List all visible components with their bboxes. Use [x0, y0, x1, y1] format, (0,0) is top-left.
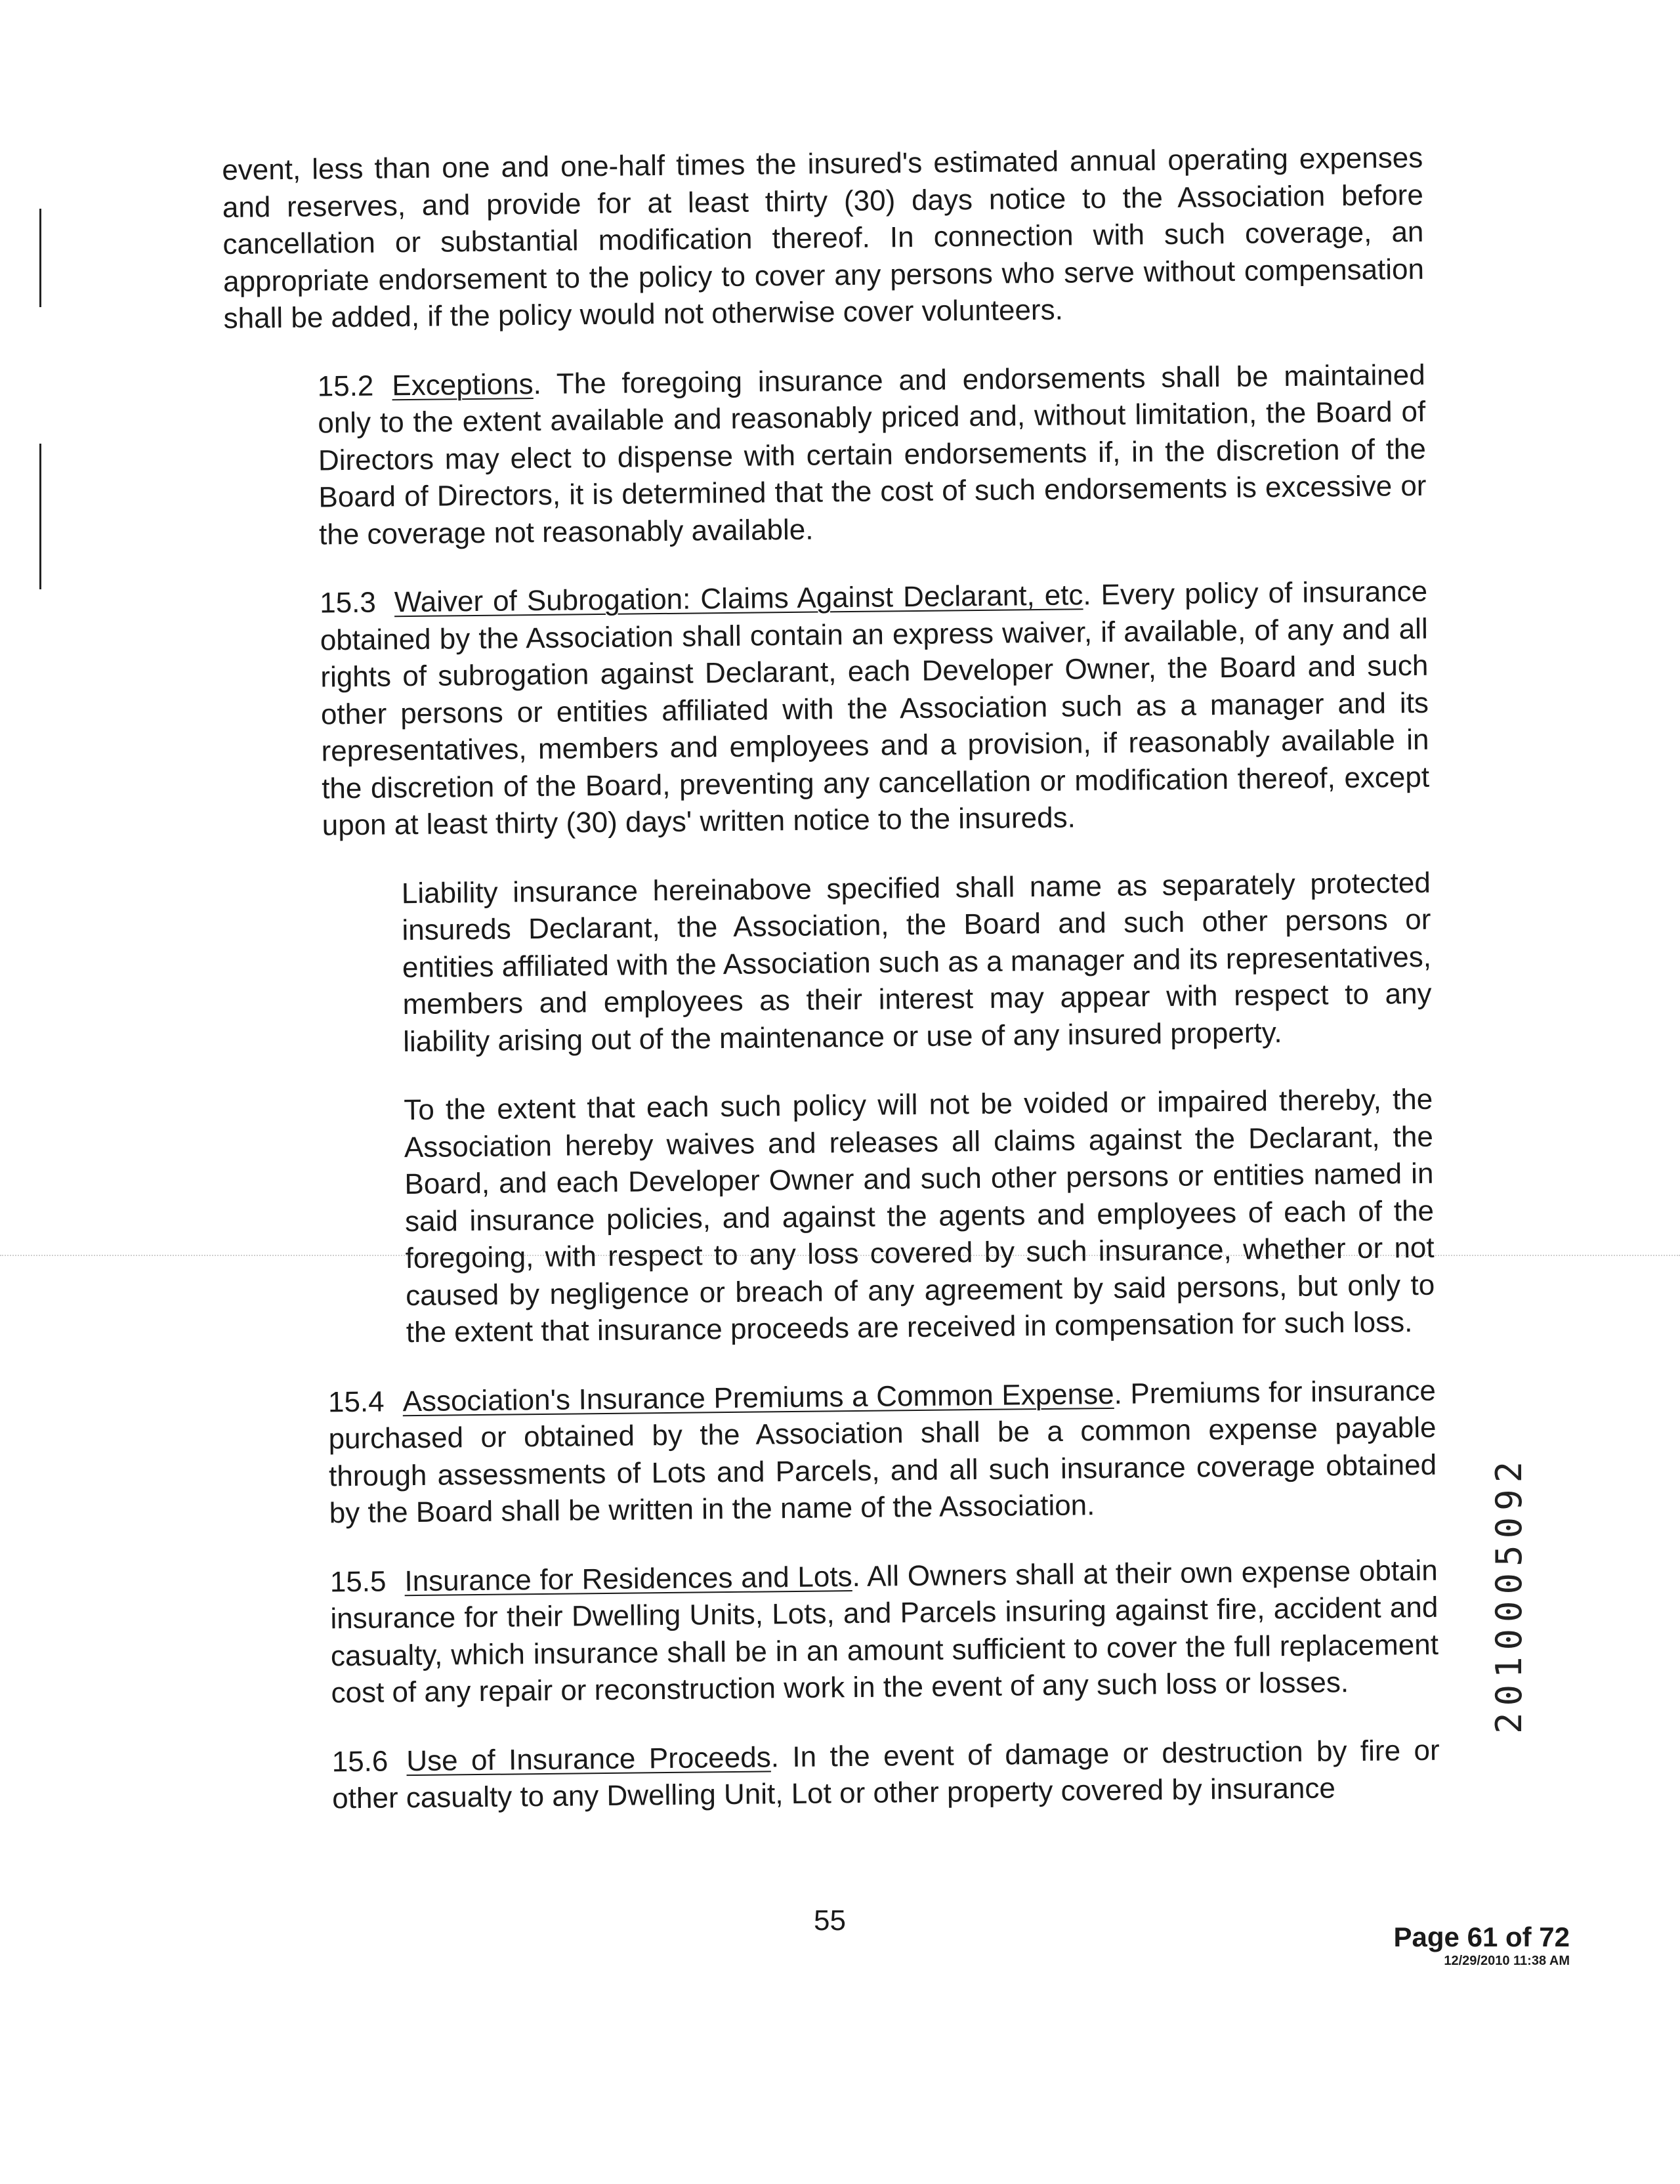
- section-heading: Association's Insurance Premiums a Common Expense: [402, 1377, 1114, 1418]
- paragraph-text: All Owners shall at their own expense obtain insurance for their Dwelling Units, Lots, and Parcels insuring against fire, accident and casualty, which insurance shall be in an amount sufficient to cover the full replacement cost of any repair or reconstruction work in the event of any such loss or losses.: [330, 1554, 1439, 1710]
- page-number: 55: [814, 1904, 846, 1937]
- section-15-6: [238, 1732, 1440, 1818]
- section-number: 15.3: [319, 586, 377, 620]
- heading-suffix: .: [770, 1740, 780, 1773]
- revision-bar: [39, 209, 41, 307]
- liability-paragraph: [230, 864, 1433, 1062]
- section-heading: Exceptions: [392, 368, 534, 402]
- paragraph-text: To the extent that each such policy will not be voided or impaired thereby, the Association hereby waives and releases all claims against the Declarant, the Board, and each Developer Owner and such other persons or entities named in said insurance policies, and against the agents and employees of each of the foregoing, with respect to any loss covered by such insurance, whether or not caused by negligence or breach of any agreement by said persons, but only to the extent that insurance proceeds are received in compensation for such loss.: [404, 1083, 1435, 1349]
- heading-suffix: .: [1114, 1377, 1123, 1410]
- waiver-paragraph: [232, 1082, 1435, 1354]
- paragraph-text: The foregoing insurance and endorsements shall be maintained only to the extent available and reasonably priced and, without limitation, the Board of Directors may elect to dispense with certain endorsements if, in the discretion of the Board of Directors, it is determined that the cost of such endorsements is excessive or the coverage not reasonably available.: [318, 358, 1427, 551]
- recorder-stamp: [1394, 1922, 1570, 1969]
- section-15-2: [224, 356, 1427, 555]
- section-number: 15.6: [331, 1744, 388, 1778]
- document-body: [222, 140, 1440, 1851]
- section-number: 15.2: [317, 369, 374, 402]
- heading-suffix: .: [852, 1560, 861, 1593]
- paragraph-text: Premiums for insurance purchased or obtained by the Association shall be a common expense payable through assessments of Lots and Parcels, and all such insurance coverage obtained by the Board shall be written in the name of the Association.: [328, 1374, 1437, 1530]
- section-15-4: [235, 1372, 1437, 1533]
- recording-number: 2010005092: [1488, 1454, 1530, 1734]
- paragraph-text: event, less than one and one-half times the insured's estimated annual operating expenses and reserves, and provide for at least thirty (30) days notice to the Association before cancellation or substantial modification thereof. In connection with such coverage, an appropriate endorsement to the policy to cover any persons who serve without compensation shall be added, if the policy would not otherwise cover volunteers.: [222, 141, 1425, 335]
- paragraph-continuation: [222, 140, 1425, 338]
- paragraph-text: Liability insurance hereinabove specified shall name as separately protected insureds Declarant, the Association, the Board and such other persons or entities affiliated with the Association such as a manager and its representatives, members and employees as their interest may appear with respect to any liability arising out of the maintenance or use of any insured property.: [401, 866, 1432, 1058]
- heading-suffix: .: [533, 368, 542, 400]
- revision-bar: [39, 444, 41, 589]
- section-heading: Waiver of Subrogation: Claims Against Declarant, etc: [394, 579, 1083, 619]
- stamp-date: 12/29/2010 11:38 AM: [1444, 1954, 1570, 1968]
- paragraph-text: Every policy of insurance obtained by the Association shall contain an express waiver, if available, of any and all rights of subrogation against Declarant, each Developer Owner, the Board and such other persons or entities affiliated with the Association such as a manager and its representatives, members and employees and a provision, if reasonably available in the discretion of the Board, preventing any cancellation or modification thereof, except upon at least thirty (30) days' written notice to the insureds.: [320, 575, 1430, 842]
- stamp-page-count: Page 61 of 72: [1393, 1922, 1570, 1952]
- section-15-5: [237, 1552, 1439, 1713]
- section-number: 15.4: [327, 1385, 385, 1418]
- paragraph-text: In the event of damage or destruction by fire or other casualty to any Dwelling Unit, Lot or other property covered by insurance: [332, 1734, 1440, 1815]
- section-heading: Insurance for Residences and Lots: [404, 1560, 852, 1597]
- section-heading: Use of Insurance Proceeds: [406, 1740, 771, 1777]
- section-number: 15.5: [329, 1564, 387, 1598]
- section-15-3: [226, 574, 1430, 846]
- heading-suffix: .: [1083, 579, 1091, 612]
